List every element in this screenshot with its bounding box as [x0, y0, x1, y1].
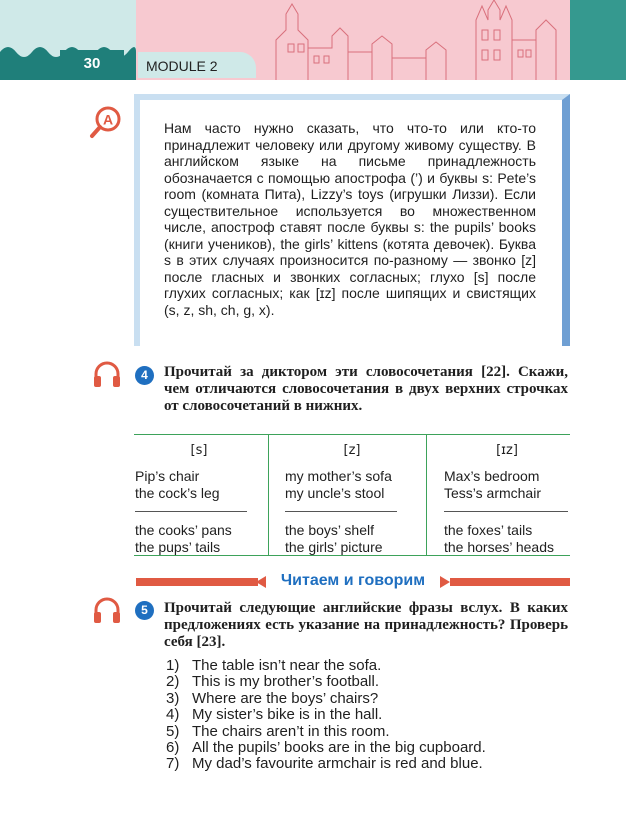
sentence-text: My dad’s favourite armchair is red and blue. [192, 755, 483, 773]
phrase: the pups’ tails [135, 539, 221, 555]
section-banner-bar-right [450, 578, 570, 586]
phrase: Pip’s chair [135, 468, 200, 484]
exercise-4-number: 4 [135, 366, 154, 385]
phrase: the girls’ picture [285, 539, 383, 555]
svg-text:A: A [102, 111, 114, 128]
item-number: 6) [166, 739, 180, 757]
phrase: the cooks’ pans [135, 522, 232, 538]
column-header: [ɪz] [496, 443, 518, 458]
list-item [166, 740, 566, 756]
table-column-s [135, 442, 263, 556]
column-header: [s] [190, 443, 208, 458]
sentence-text: Where are the boys’ chairs? [192, 689, 379, 707]
sentence-text: The chairs aren’t in this room. [192, 722, 390, 740]
list-item [166, 756, 566, 772]
grammar-magnifier-icon [88, 104, 124, 140]
phrase: my uncle’s stool [285, 485, 385, 501]
list-item [166, 658, 566, 674]
exercise-4-instruction: Прочитай за диктором эти словосочетания [22]. Скажи, чем отличаются словосочетания в двух верхних строчках от словосочетаний в нижних. [164, 364, 568, 414]
phrase: the horses’ heads [444, 539, 554, 555]
phrase-separator [285, 511, 397, 512]
sentence-text: My sister’s bike is in the hall. [192, 706, 383, 724]
module-label: MODULE 2 [138, 52, 256, 78]
phrase-separator [135, 511, 247, 512]
pronunciation-table [134, 434, 570, 556]
phrase: my mother’s sofa [285, 468, 392, 484]
phrase: the cock’s leg [135, 485, 220, 501]
item-number: 5) [166, 722, 180, 740]
grammar-note-text: Нам часто нужно сказать, что что-то или кто-то принадлежит человеку или другому живому существу. В английском языке на письме принадлежность обозначается с помощью апострофа (’) и буквы s: Pete’s room (комната Пита), Lizzy’s toys (игрушки Лиззи). Если существительное используется во множественном числе, апостроф ставят после буквы s: the pupils’ books (книги учеников), the girls’ kittens (котята девочек). Буква s в этих случаях произносится по-разному — звонко [z] после гласных и звонких согласных; глухо [s] после глухих согласных; как [ɪz] после шипящих и свистящих (s, z, sh, ch, g, x). [164, 120, 536, 318]
table-column-iz [444, 442, 570, 556]
list-item [166, 707, 566, 723]
sentence-text: All the pupils’ books are in the big cupboard. [192, 739, 486, 757]
table-top-line [134, 434, 570, 435]
list-item [166, 691, 566, 707]
section-title: Читаем и говорим [280, 572, 426, 589]
phrase: the boys’ shelf [285, 522, 374, 538]
column-header: [z] [343, 443, 361, 458]
header-right-panel [570, 0, 626, 80]
item-number: 3) [166, 689, 180, 707]
headphones-icon [92, 596, 122, 626]
item-number: 1) [166, 657, 180, 674]
headphones-icon [92, 360, 122, 390]
list-item [166, 724, 566, 740]
phrase: the foxes’ tails [444, 522, 533, 538]
table-column-z [285, 442, 419, 556]
item-number: 2) [166, 673, 180, 691]
phrase-separator [444, 511, 568, 512]
exercise-5-instruction: Прочитай следующие английские фразы вслух. В каких предложениях есть указание на принадлежность? Проверь себя [23]. [164, 600, 568, 650]
list-item [166, 674, 566, 690]
page-number: 30 [60, 50, 124, 78]
sentence-list [166, 658, 566, 773]
exercise-5-number: 5 [135, 601, 154, 620]
sentence-text: The table isn’t near the sofa. [192, 657, 382, 674]
item-number: 7) [166, 755, 180, 773]
item-number: 4) [166, 706, 180, 724]
table-divider [426, 434, 427, 556]
phrase: Max’s bedroom [444, 468, 540, 484]
table-divider [268, 434, 269, 556]
phrase: Tess’s armchair [444, 485, 541, 501]
sentence-text: This is my brother’s football. [192, 673, 380, 691]
